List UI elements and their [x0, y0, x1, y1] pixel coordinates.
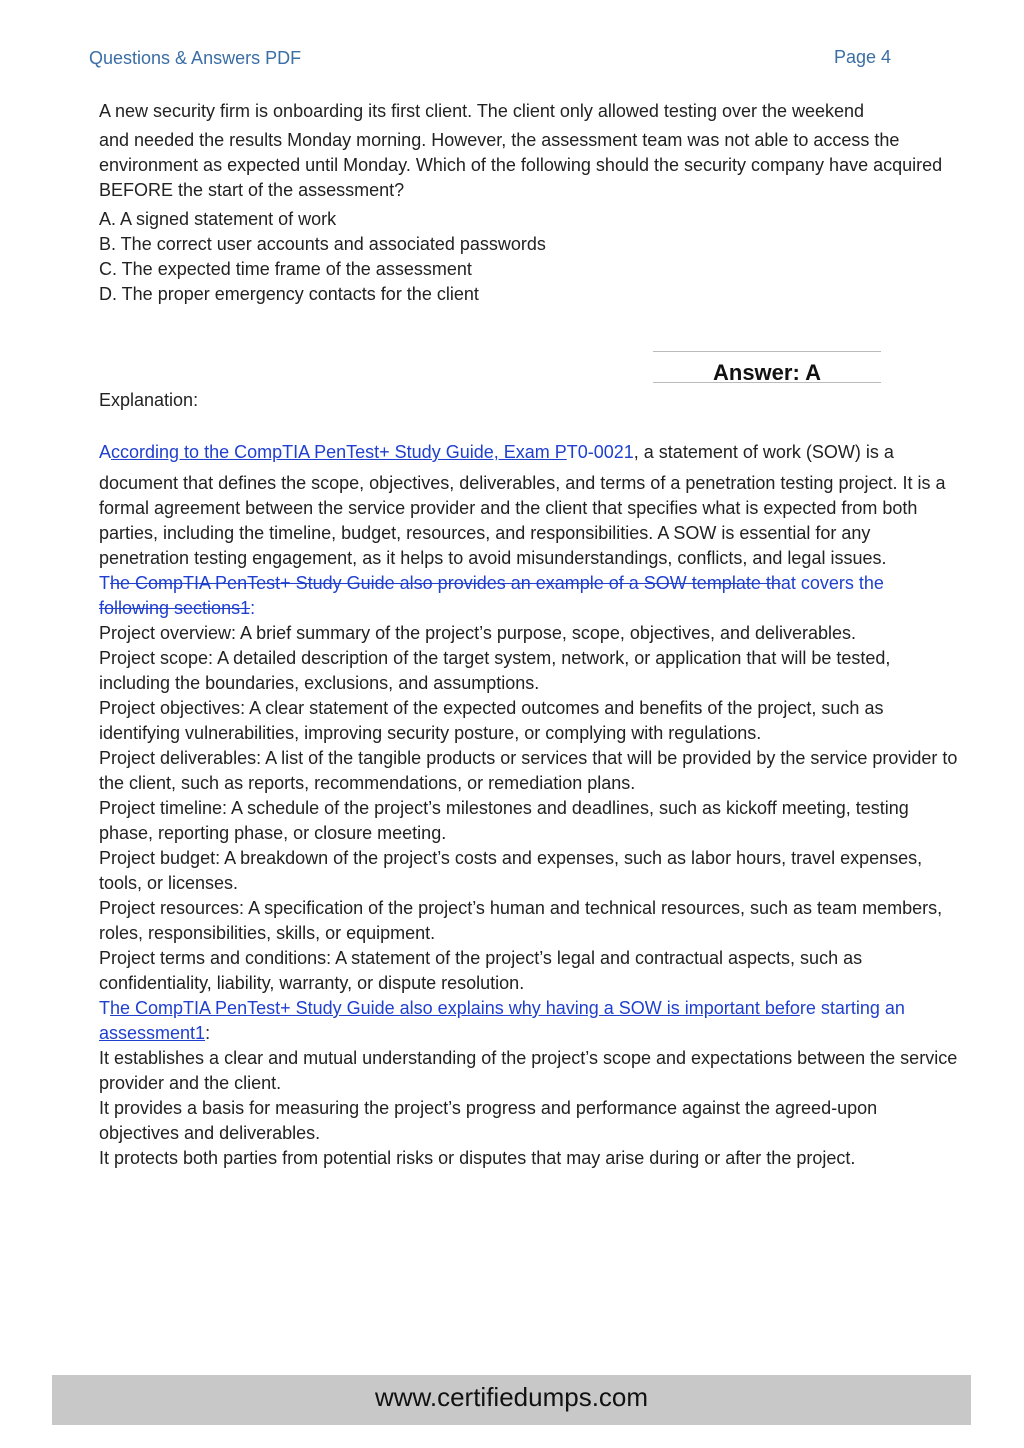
reason-item: It establishes a clear and mutual understanding of the project’s scope and expectations between the service provider and the client.: [99, 1048, 958, 1093]
option-b: B. The correct user accounts and associated passwords: [99, 234, 546, 254]
page-number: Page 4: [833, 47, 891, 67]
explanation-label: Explanation:: [99, 390, 199, 410]
reason-item: It protects both parties from potential risks or disputes that may arise during or after the project.: [99, 1148, 856, 1168]
question-stem-line1: A new security firm is onboarding its first client. The client only allowed testing over the weekend: [99, 101, 865, 121]
list-item: Project budget: A breakdown of the project’s costs and expenses, such as labor hours, travel expenses, tools, or licenses.: [99, 848, 923, 893]
option-d: D. The proper emergency contacts for the client: [99, 284, 479, 304]
footer-bar: [52, 1375, 971, 1425]
study-guide-link-2[interactable]: he CompTIA PenTest+ Study Guide also explains why having a SOW is important befo: [110, 998, 800, 1018]
header-title: Questions & Answers PDF: [89, 48, 302, 68]
question-stem: and needed the results Monday morning. However, the assessment team was not able to access the environment as expected until Monday. Which of the following should the security company have acquired BEFORE the start of the assessment?: [99, 130, 943, 200]
study-guide-link[interactable]: ccording to the CompTIA PenTest+ Study Guide, Exam P: [111, 442, 567, 462]
struck-text-2: following sections1: [99, 598, 251, 618]
list-item: Project terms and conditions: A statement of the project’s legal and contractual aspects, such as confidentiality, liability, warranty, or dispute resolution.: [99, 948, 863, 993]
list-item: Project deliverables: A list of the tangible products or services that will be provided by the service provider to the client, such as reports, recommendations, or remediation plans.: [99, 748, 958, 793]
exam-code: T0-0021: [566, 442, 634, 462]
p1-start: A: [99, 442, 112, 462]
p1-rest: , a statement of work (SOW) is a: [633, 442, 894, 462]
answer-box: [653, 351, 881, 383]
explanation-para-3: The CompTIA PenTest+ Study Guide also provides an example of a SOW template that covers the following sections1:: [99, 573, 884, 618]
explanation-body: [99, 440, 959, 1171]
list-item: Project scope: A detailed description of the target system, network, or application that will be tested, including the boundaries, exclusions, and assumptions.: [99, 648, 891, 693]
struck-text: he CompTIA PenTest+ Study Guide also provides an example of a SOW template th: [110, 573, 781, 593]
explanation-para-2: document that defines the scope, objectives, deliverables, and terms of a penetration testing project. It is a formal agreement between the service provider and the client that specifies what is expected from both parties, including the timeline, budget, resources, and responsibilities. A SOW is essential for any penetration testing engagement, as it helps to avoid misunderstandings, conflicts, and legal issues.: [99, 473, 946, 568]
explanation-para-1: [99, 440, 959, 465]
list-item: Project overview: A brief summary of the project’s purpose, scope, objectives, and deliverables.: [99, 623, 857, 643]
list-item: Project objectives: A clear statement of the expected outcomes and benefits of the project, such as identifying vulnerabilities, improving security posture, or complying with regulations.: [99, 698, 884, 743]
answer-label: Answer: A: [713, 360, 821, 385]
question-block: [99, 99, 959, 307]
explanation-para-4: The CompTIA PenTest+ Study Guide also explains why having a SOW is important before starting an assessment1:: [99, 998, 905, 1043]
reason-item: It provides a basis for measuring the project’s progress and performance against the agreed-upon objectives and deliverables.: [99, 1098, 878, 1143]
option-a: A. A signed statement of work: [99, 209, 337, 229]
reference-link[interactable]: assessment1: [99, 1023, 206, 1043]
footer-url[interactable]: www.certifiedumps.com: [374, 1382, 649, 1412]
option-c: C. The expected time frame of the assessment: [99, 259, 472, 279]
list-item: Project timeline: A schedule of the project’s milestones and deadlines, such as kickoff meeting, testing phase, reporting phase, or closure meeting.: [99, 798, 909, 843]
list-item: Project resources: A specification of the project’s human and technical resources, such as team members, roles, responsibilities, skills, or equipment.: [99, 898, 943, 943]
